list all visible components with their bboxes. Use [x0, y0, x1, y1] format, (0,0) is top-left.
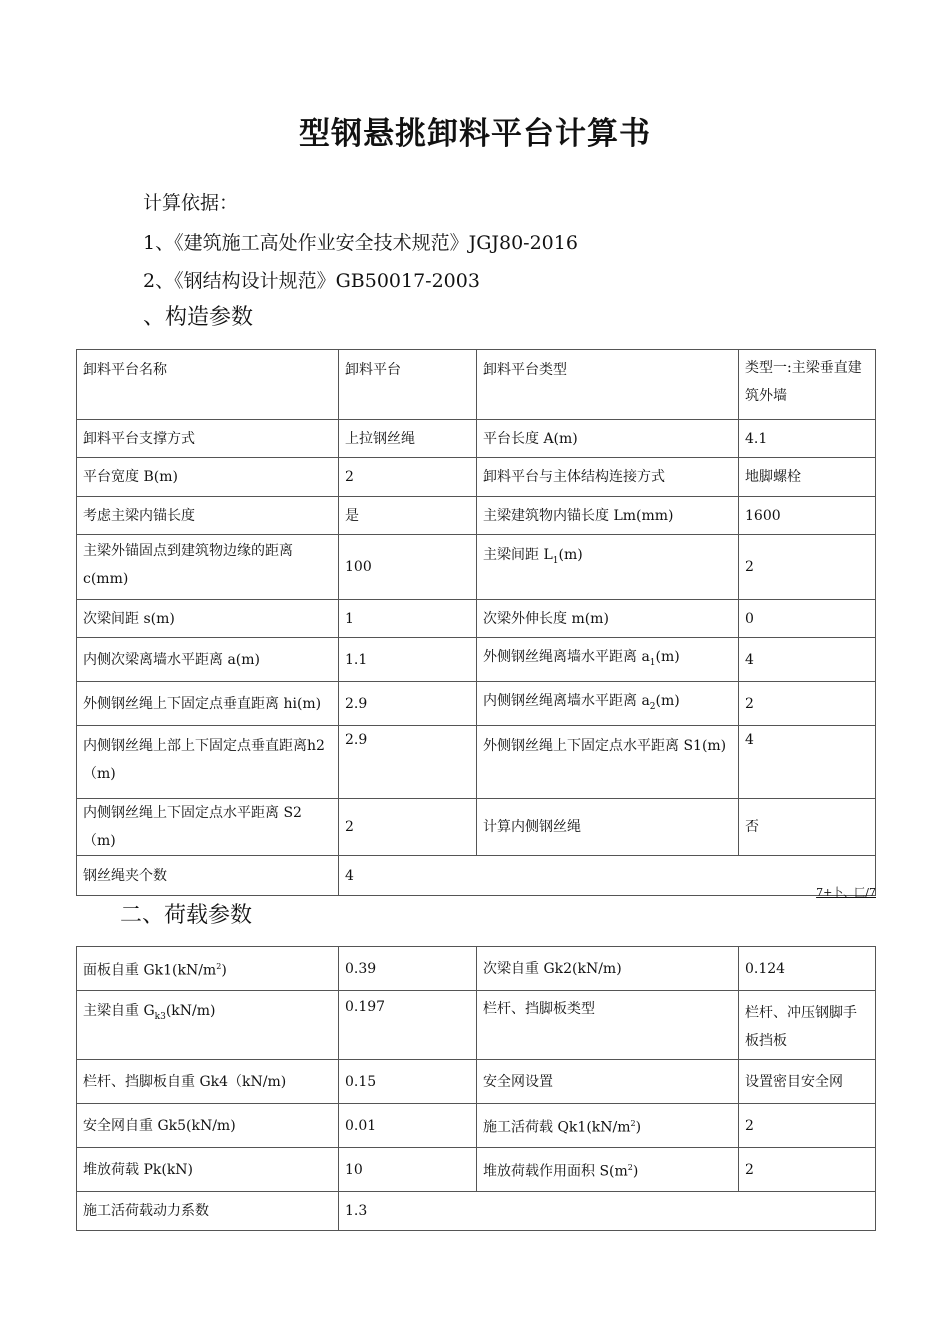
param-label: 主梁间距 $L_1(m)$: [477, 535, 739, 600]
load-params-table: [76, 946, 876, 1231]
param-label: 次梁自重 Gk2(kN/m): [477, 947, 739, 991]
param-value: 2: [739, 535, 876, 600]
param-label: 内侧次梁离墙水平距离 a(m): [77, 638, 339, 682]
param-label: 施工活荷载动力系数: [77, 1192, 339, 1231]
param-value: 4: [739, 726, 876, 799]
table-row: [77, 600, 876, 638]
param-value: 1.3: [339, 1192, 876, 1231]
param-label: 外侧钢丝绳离墙水平距离 $a_1(m)$: [477, 638, 739, 682]
table-row: [77, 682, 876, 726]
param-label: 卸料平台支撑方式: [77, 420, 339, 458]
param-label: 面板自重 $Gk1(kN/m^2)$: [77, 947, 339, 991]
param-value: 0.39: [339, 947, 477, 991]
table-row: [77, 1148, 876, 1192]
table-row: [77, 350, 876, 420]
param-value: 2: [339, 458, 477, 497]
table-row: [77, 991, 876, 1060]
table-row: [77, 947, 876, 991]
param-value: 栏杆、冲压钢脚手板挡板: [739, 991, 876, 1060]
table-row: [77, 497, 876, 535]
param-value: 2.9: [339, 726, 477, 799]
param-label: 计算内侧钢丝绳: [477, 799, 739, 856]
param-value: 0.124: [739, 947, 876, 991]
section-heading-structure: 、构造参数: [143, 305, 254, 330]
param-label: 钢丝绳夹个数: [77, 856, 339, 896]
table-row: [77, 535, 876, 600]
param-value: 0.15: [339, 1060, 477, 1104]
table-row: [77, 726, 876, 799]
param-value: 2: [739, 1148, 876, 1192]
table-row: [77, 420, 876, 458]
param-label: 卸料平台与主体结构连接方式: [477, 458, 739, 497]
param-label: 栏杆、挡脚板自重 Gk4（kN/m): [77, 1060, 339, 1104]
param-value: 10: [339, 1148, 477, 1192]
param-label: 主梁自重 $G_{k3}(kN/m)$: [77, 991, 339, 1060]
param-label: 主梁建筑物内锚长度 Lm(mm): [477, 497, 739, 535]
param-label: 堆放荷载作用面积 $S(m^2)$: [477, 1148, 739, 1192]
param-label: 安全网自重 Gk5(kN/m): [77, 1104, 339, 1148]
table-row: [77, 799, 876, 856]
param-value: 4: [739, 638, 876, 682]
param-value: 是: [339, 497, 477, 535]
param-value: 0: [739, 600, 876, 638]
param-value: 1.1: [339, 638, 477, 682]
param-label: 主梁外锚固点到建筑物边缘的距离c(mm): [77, 535, 339, 600]
param-value: 地脚螺栓: [739, 458, 876, 497]
param-label: 外侧钢丝绳上下固定点垂直距离 hi(m): [77, 682, 339, 726]
table-row: [77, 856, 876, 896]
param-label: 次梁间距 s(m): [77, 600, 339, 638]
param-label: 外侧钢丝绳上下固定点水平距离 S1(m): [477, 726, 739, 799]
param-label: 施工活荷载 $Qk1(kN/m^2)$: [477, 1104, 739, 1148]
param-value: 类型一:主梁垂直建筑外墙: [739, 350, 876, 420]
param-value: 1600: [739, 497, 876, 535]
param-value: 4: [339, 856, 876, 896]
param-label: 卸料平台类型: [477, 350, 739, 420]
param-label: 内侧钢丝绳上下固定点水平距离 S2（m): [77, 799, 339, 856]
table-note: 7+卜、匚/7: [816, 886, 876, 899]
param-value: 4.1: [739, 420, 876, 458]
param-label: 考虑主梁内锚长度: [77, 497, 339, 535]
param-value: 0.01: [339, 1104, 477, 1148]
param-value: 设置密目安全网: [739, 1060, 876, 1104]
table-row: [77, 1060, 876, 1104]
param-value: 2.9: [339, 682, 477, 726]
param-value: 100: [339, 535, 477, 600]
table-row: [77, 1192, 876, 1231]
param-label: 平台长度 A(m): [477, 420, 739, 458]
section-heading-load: 二、荷载参数: [120, 903, 253, 928]
table-row: [77, 638, 876, 682]
param-label: 内侧钢丝绳上部上下固定点垂直距离h2（m): [77, 726, 339, 799]
basis-item-1: 1、《建筑施工高处作业安全技术规范》JGJ80-2016: [143, 232, 578, 254]
param-label: 安全网设置: [477, 1060, 739, 1104]
param-label: 内侧钢丝绳离墙水平距离 $a_2(m)$: [477, 682, 739, 726]
param-value: 2: [739, 682, 876, 726]
basis-item-2: 2、《钢结构设计规范》GB50017-2003: [143, 270, 480, 292]
param-label: 次梁外伸长度 m(m): [477, 600, 739, 638]
param-value: 1: [339, 600, 477, 638]
param-value: 上拉钢丝绳: [339, 420, 477, 458]
param-value: 0.197: [339, 991, 477, 1060]
param-label: 平台宽度 B(m): [77, 458, 339, 497]
param-value: 2: [739, 1104, 876, 1148]
basis-heading: 计算依据：: [143, 192, 239, 214]
document-title: 型钢悬挑卸料平台计算书: [299, 116, 651, 152]
param-label: 堆放荷载 Pk(kN): [77, 1148, 339, 1192]
table-row: [77, 458, 876, 497]
param-label: 卸料平台名称: [77, 350, 339, 420]
structure-params-table: [76, 349, 876, 896]
param-label: 栏杆、挡脚板类型: [477, 991, 739, 1060]
table-row: [77, 1104, 876, 1148]
param-value: 卸料平台: [339, 350, 477, 420]
param-value: 否: [739, 799, 876, 856]
param-value: 2: [339, 799, 477, 856]
